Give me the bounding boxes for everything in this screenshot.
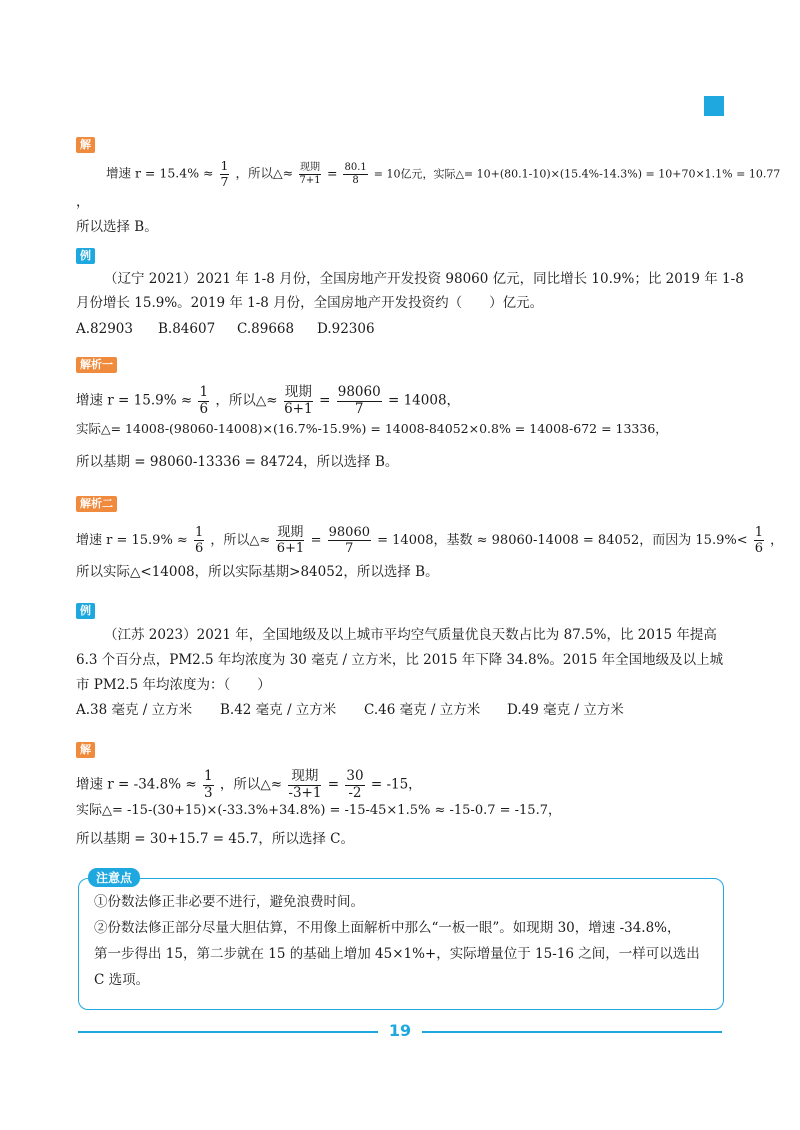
analysis2-line2: 所以实际△<14008，所以实际基期>84052，所以选择 B。: [76, 564, 439, 580]
example1-option-a: A.82903: [76, 321, 133, 337]
solution1-comma: ，: [76, 194, 90, 210]
note-line4: C 选项。: [94, 972, 150, 988]
example1-line1: （辽宁 2021）2021 年 1-8 月份，全国房地产开发投资 98060 亿元，同比增长 10.9%；比 2019 年 1-8: [104, 271, 744, 287]
note-line3: 第一步得出 15，第二步就在 15 的基础上增加 45×1%+，实际增量位于 15-16 之间，一样可以选出: [94, 946, 700, 962]
analysis1-line1: 增速 r = 15.9% ≈ $\frac{1}{6}$ ，所以△≈ $\frac{\text{现期}}{6+1}$ = $\frac{98060}{7}$ = 14008，: [76, 384, 461, 417]
example2-line1: （江苏 2023）2021 年，全国地级及以上城市平均空气质量优良天数占比为 87.5%，比 2015 年提高: [104, 627, 717, 643]
example2-option-b: B.42 毫克 / 立方米: [220, 702, 337, 718]
solution2-line1: 增速 r = -34.8% ≈ $\frac{1}{3}$ ，所以△≈ $\frac{\text{现期}}{-3+1}$ = $\frac{30}{-2}$ = -15，: [76, 768, 422, 801]
solution1-conclusion: 所以选择 B。: [76, 219, 158, 235]
example1-line2: 月份增长 15.9%。2019 年 1-8 月份，全国房地产开发投资约（ ）亿元。: [76, 295, 544, 311]
example2-option-c: C.46 毫克 / 立方米: [364, 702, 481, 718]
example1-option-b: B.84607: [158, 321, 216, 337]
solution1-line1: 增速 r = 15.4% ≈ $\frac{1}{7}$ ，所以△≈ $\frac{\text{现期}}{7+1}$ = $\frac{80.1}{8}$ = 10亿元，实际△= 10+(80.1-10)×(15.4%-14.3%) = 10+70×1.1% = 10.77: [106, 158, 781, 189]
example1-option-c: C.89668: [237, 321, 295, 337]
example2-line3: 市 PM2.5 年均浓度为：（ ）: [76, 677, 271, 693]
tag-example-2: 例: [76, 603, 95, 619]
page-number: 19: [388, 1021, 412, 1040]
tag-solution: 解: [76, 137, 95, 153]
footer-rule-left: [78, 1031, 378, 1033]
corner-decoration: [704, 96, 724, 116]
footer-rule-right: [422, 1031, 722, 1033]
analysis1-line3: 所以基期 = 98060-13336 = 84724，所以选择 B。: [76, 454, 399, 470]
analysis2-line1: 增速 r = 15.9% ≈ $\frac{1}{6}$ ，所以△≈ $\frac{\text{现期}}{6+1}$ = $\frac{98060}{7}$ = 14008，基数 ≈ 98060-14008 = 84052，而因为 15.9%< $\frac{1}{6}$ ，: [76, 525, 784, 556]
solution2-line2: 实际△= -15-(30+15)×(-33.3%+34.8%) = -15-45×1.5% ≈ -15-0.7 = -15.7，: [76, 803, 561, 818]
tag-analysis-1: 解析一: [76, 357, 117, 373]
tag-solution-2: 解: [76, 742, 95, 758]
solution2-line3: 所以基期 = 30+15.7 = 45.7，所以选择 C。: [76, 831, 355, 847]
tag-example: 例: [76, 248, 95, 264]
note-line2: ②份数法修正部分尽量大胆估算，不用像上面解析中那么“一板一眼”。如现期 30，增速 -34.8%，: [94, 920, 681, 936]
tag-analysis-2: 解析二: [76, 496, 117, 512]
example2-line2: 6.3 个百分点，PM2.5 年均浓度为 30 毫克 / 立方米，比 2015 年下降 34.8%。2015 年全国地级及以上城: [76, 652, 724, 668]
note-tag: 注意点: [88, 868, 140, 887]
example2-option-a: A.38 毫克 / 立方米: [76, 702, 193, 718]
note-line1: ①份数法修正非必要不进行，避免浪费时间。: [94, 894, 364, 910]
analysis1-line2: 实际△= 14008-(98060-14008)×(16.7%-15.9%) = 14008-84052×0.8% = 14008-672 = 13336，: [76, 421, 668, 436]
example2-option-d: D.49 毫克 / 立方米: [507, 702, 624, 718]
example1-option-d: D.92306: [317, 321, 375, 337]
